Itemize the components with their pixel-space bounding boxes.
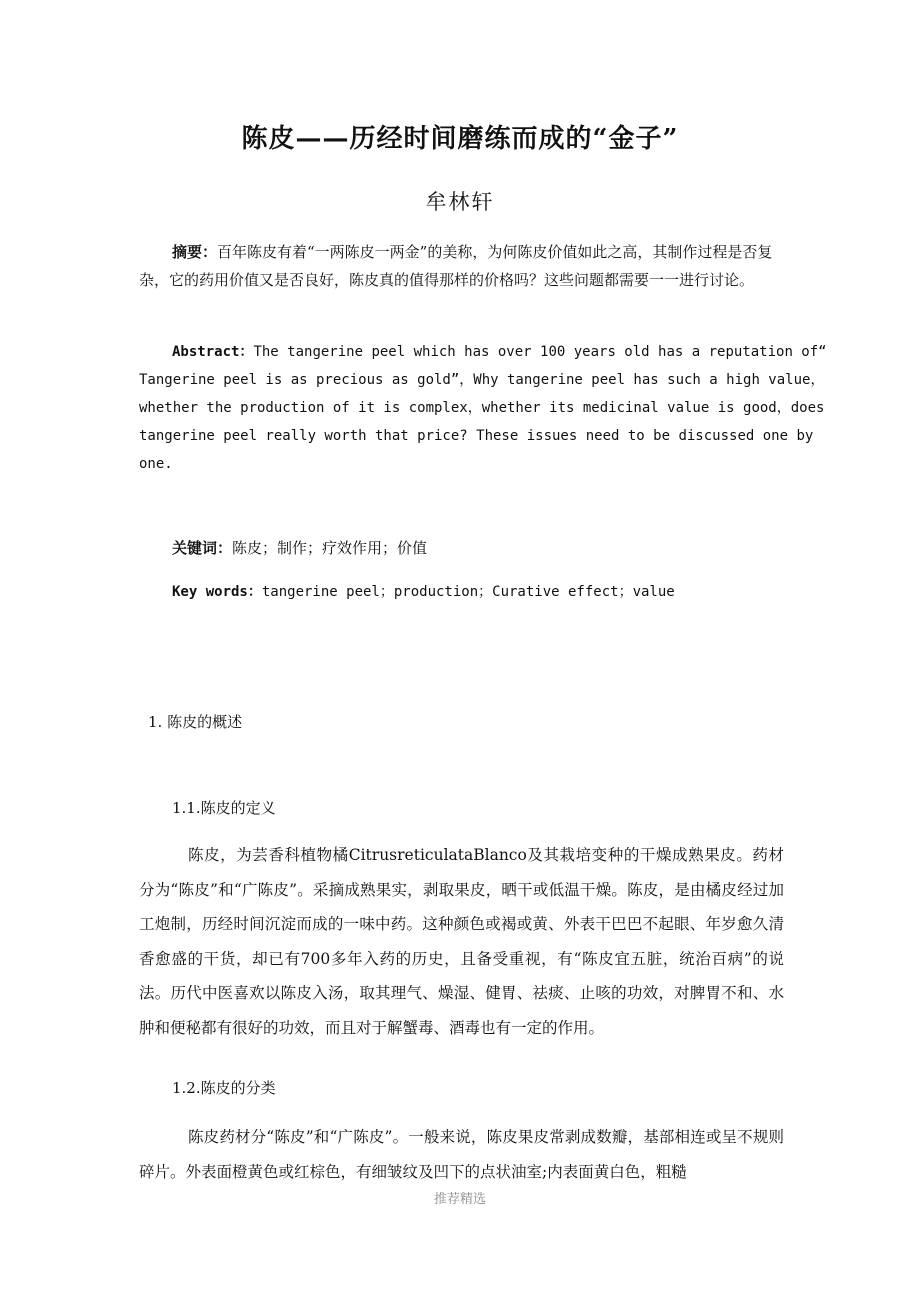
document-author: 牟林轩 (425, 190, 495, 214)
section-heading-1: 1. 陈皮的概述 (148, 713, 243, 731)
paragraph-classification: 陈皮药材分“陈皮”和“广陈皮”。一般来说，陈皮果皮常剥成数瓣，基部相连或呈不规则碎片。外表面橙黄色或红棕色，有细皱纹及凹下的点状油室;内表面黄白色，粗糙 (139, 1128, 784, 1181)
abstract-chinese (139, 238, 784, 294)
abstract-en-label: Abstract： (172, 344, 254, 360)
document-title: 陈皮——历经时间磨练而成的“金子” (241, 124, 679, 154)
keywords-english (172, 578, 675, 606)
page-footer: 推荐精选 (433, 1192, 486, 1207)
abstract-english (139, 338, 829, 478)
keywords-cn-label: 关键词： (172, 539, 233, 557)
keywords-chinese (172, 534, 427, 562)
keywords-cn-text: 陈皮；制作；疗效作用；价值 (232, 539, 428, 557)
keywords-en-label: Key words： (172, 584, 262, 600)
keywords-en-text: tangerine peel；production；Curative effect；value (261, 584, 675, 600)
section-heading-1-1: 1.1.陈皮的定义 (172, 799, 276, 817)
abstract-cn-text: 百年陈皮有着“一两陈皮一两金”的美称，为何陈皮价值如此之高，其制作过程是否复杂，它的药用价值又是否良好，陈皮真的值得那样的价格吗？这些问题都需要一一进行讨论。 (139, 243, 773, 289)
section-heading-1-2: 1.2.陈皮的分类 (172, 1079, 276, 1097)
paragraph-definition: 陈皮，为芸香科植物橘CitrusreticulataBlanco及其栽培变种的干燥成熟果皮。药材分为“陈皮”和“广陈皮”。采摘成熟果实，剥取果皮，晒干或低温干燥。陈皮，是由橘皮经过加工炮制，历经时间沉淀而成的一味中药。这种颜色或褐或黄、外表干巴巴不起眼、年岁愈久清香愈盛的干货，却已有700多年入药的历史，且备受重视，有“陈皮宜五脏，统治百病”的说法。历代中医喜欢以陈皮入汤，取其理气、燥湿、健胃、祛痰、止咳的功效，对脾胃不和、水肿和便秘都有很好的功效，而且对于解蟹毒、酒毒也有一定的作用。 (139, 846, 784, 1037)
abstract-en-text: The tangerine peel which has over 100 years old has a reputation of“ Tangerine peel is as precious as gold”，Why tangerine peel has such a high value，whether the production of it is complex，whether its medicinal value is good，does tangerine peel really worth that price? These issues need to be discussed one by one. (139, 344, 827, 472)
abstract-cn-label: 摘要： (172, 243, 218, 261)
